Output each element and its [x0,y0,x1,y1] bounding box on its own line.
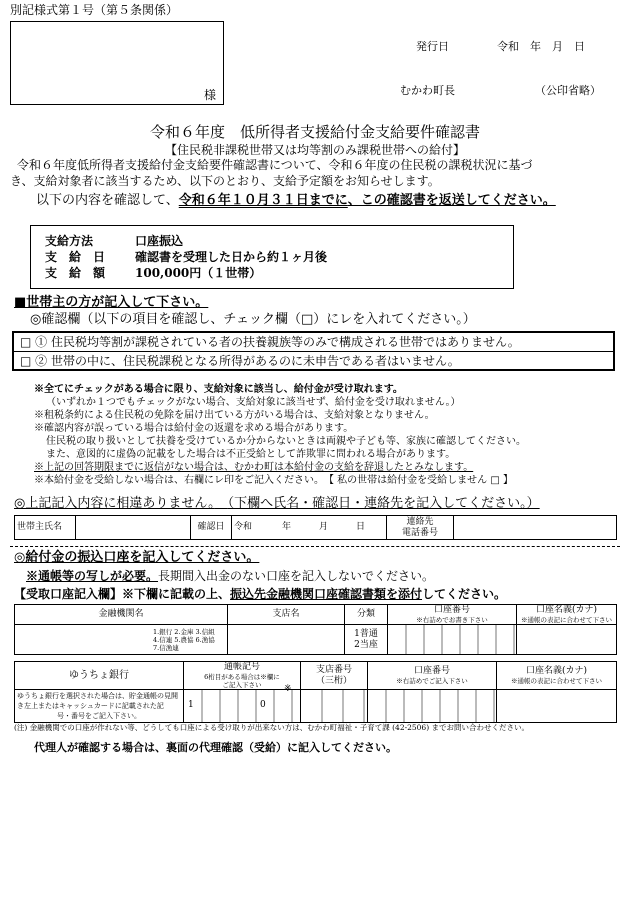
confirm-date-label: 確認日 [191,516,232,540]
passbook-symbol-sub: 6桁目がある場合は※欄に [204,673,280,681]
form-number: 別記様式第１号（第５条関係） [10,3,179,17]
issue-date-value: 令和 年 月 日 [497,40,585,53]
check-box [12,331,615,371]
bank-name-field[interactable] [15,625,228,655]
yucho-account-sub: ※右詰めでご記入下さい [396,677,468,685]
yucho-account-field[interactable] [368,690,497,723]
passbook-note-bold: ※通帳等の写しが必要。 [26,569,159,583]
page-subtitle: 【住民税非課税世帯又は均等割のみ課税世帯への給付】 [164,143,465,157]
note-8[interactable]: ※本給付金を受給しない場合は、右欄にレ印をご記入ください。 【 私の世帯は給付金を受給しません □ 】 [34,475,513,486]
method-label: 支給方法 [45,234,94,248]
issue-date-label: 発行日 [416,40,449,53]
account-header-label: 口座番号 [433,605,470,615]
yucho-holder-label: 口座名義(カナ) [525,666,588,676]
amount-label: 支 給 額 [45,266,106,280]
passbook-symbol-sub2: ご記入下さい [222,681,262,689]
passbook-note [26,569,434,584]
page-title: 令和６年度 低所得者支援給付金支給要件確認書 [149,123,480,141]
passbook-symbol-label: 通帳記号 [223,662,260,672]
name-field[interactable] [76,516,191,540]
bank-types-1: 1.銀行 2.金庫 3.信組 [153,627,215,636]
branch-no-header [301,662,368,690]
account-class-field[interactable] [345,625,388,655]
date-day: 日 [356,522,366,532]
return-instruction: 、この確認書を返送してください。 [347,193,556,208]
entry-attach: 振込先金融機関口座確認書類を添付 [230,587,423,601]
note-5: 住民税の取り扱いとして扶養を受けているか分からないときは両親や子ども等、家族に確認してください。 [46,436,526,447]
note-3: ※租税条約による住民税の免除を届け出ている方がいる場合は、支給対象となりません。 [34,410,435,421]
yucho-note-1: ゆうちょ銀行を選択された場合は、貯金通帳の見開 [17,692,178,700]
contact-label-1: 連絡先 [406,516,434,527]
confirm-table [14,515,617,540]
intro-line-1: 令和６年度低所得者支援給付金支給要件確認書について、令和６年度の住民税の課税状況に基づ [17,158,533,172]
yucho-account-header [368,662,497,690]
yucho-holder-sub: ※通帳の表記に合わせて下さい [511,677,602,685]
date-year: 年 [282,522,292,532]
date-era: 令和 [234,522,253,532]
proxy-note: 代理人が確認する場合は、裏面の代理確認（受給）に記入してください。 [34,741,397,754]
holder-name-field[interactable] [517,625,617,655]
confirm-heading [14,496,540,512]
yucho-table [14,661,617,723]
passbook-symbol-header [184,662,301,690]
intro-line-2: き、支給対象者に該当するため、以下のとおり、支給予定額をお知らせします。 [10,174,440,188]
note-4: ※確認内容が誤っている場合は給付金の返還を求める場合があります。 [34,423,354,434]
bank-header: 金融機関名 [15,605,228,625]
householder-heading: ■世帯主の方が記入して下さい。 [14,295,209,310]
account-header [388,605,517,625]
deadline: 令和６年１０月３１日までに [178,193,348,208]
branch-no-sub: （三桁） [315,675,352,686]
date-value: 確認書を受理した日から約１ヶ月後 [135,250,328,264]
yucho-holder-header [497,662,617,690]
class-header: 分類 [345,605,388,625]
confirm-heading-note: （下欄へ氏名・確認日・連絡先を記入してください。） [227,496,540,511]
yucho-note-2: き左上またはキャッシュカードに記載された記 [17,702,164,710]
yucho-label: ゆうちょ銀行 [15,662,184,690]
entry-suffix: してください。 [422,587,507,601]
entry-prefix: 【受取口座記入欄】※下欄に記載の上、 [14,587,231,601]
contact-label [387,516,454,540]
holder-header [517,605,617,625]
branch-no-label: 支店番号 [315,664,352,675]
check-item-1[interactable]: □ ① 住民税均等割が課税されている者の扶養親族等のみで構成される世帯ではありません。 [20,335,520,349]
addressee-suffix: 様 [204,88,217,102]
date-label: 支 給 日 [45,250,106,264]
star-mark: ※ [284,684,292,694]
amount-value: 100,000円（１世帯） [135,266,262,280]
seal-note: （公印省略） [535,84,601,97]
class-ordinary: 1普通 [354,628,378,639]
check-item-2[interactable]: □ ② 世帯の中に、住民税課税となる所得があるのに未申告である者はいません。 [20,354,460,368]
digit-zero: 0 [260,700,266,710]
account-heading: ◎給付金の振込口座を記入してください。 [14,550,260,565]
note-2: （いずれか１つでもチェックがない場合、支給対象に該当せず、給付金を受け取れません。） [46,397,461,408]
contact-label-2: 電話番号 [401,527,438,538]
yucho-note [15,690,184,723]
date-month: 月 [319,522,329,532]
method-value: 口座振込 [135,234,184,248]
payment-box [30,225,514,289]
divider [10,546,620,547]
check-heading: ◎確認欄（以下の項目を確認し、チェック欄（□）にレを入れてください。） [30,312,476,327]
account-header-sub: ※右詰めでお書き下さい [416,616,488,624]
note-7: ※上記の回答期限までに返信がない場合は、むかわ町は本給付金の支給を辞退したとみなします。 [34,462,474,473]
entry-heading [14,587,506,602]
footer-note: (注) 金融機関での口座が作れない等、どうしても口座による受け取りが出来ない方は、むかわ町福祉・子育て課 (42-2506) までお問い合わせください。 [14,723,530,732]
bank-table [14,604,617,655]
yucho-holder-field[interactable] [497,690,617,723]
account-number-field[interactable] [388,625,517,655]
yucho-note-3: 号・番号をご記入下さい。 [57,712,141,720]
digit-one: 1 [188,700,194,710]
contact-field[interactable] [454,516,617,540]
issuer: むかわ町長 [400,84,455,97]
addressee-box[interactable] [10,21,224,105]
holder-header-sub: ※通帳の表記に合わせて下さい [521,616,612,624]
branch-header: 支店名 [228,605,345,625]
bank-types-2: 4.信連 5.農協 6.漁協 [153,635,215,644]
confirm-heading-text: ◎上記記入内容に相違ありません。 [14,496,215,511]
confirm-date-field[interactable] [232,516,387,540]
passbook-note-rest: 長期間入出金のない口座を記入しないでください。 [158,569,435,583]
note-1: ※全てにチェックがある場合に限り、支給対象に該当し、給付金が受け取れます。 [34,384,403,395]
intro-prefix: 以下の内容を確認して、 [36,193,179,208]
holder-header-label: 口座名義(カナ) [535,605,598,615]
branch-name-field[interactable] [228,625,345,655]
note-6: また、意図的に虚偽の記載をした場合は不正受給として詐欺罪に問われる場合があります。 [46,449,456,460]
name-label: 世帯主氏名 [15,516,76,540]
yucho-account-label: 口座番号 [413,666,450,676]
intro-line-3 [36,193,556,209]
branch-no-field[interactable] [301,690,368,723]
bank-types-3: 7.信漁連 [153,643,179,652]
class-current: 2当座 [354,639,378,650]
